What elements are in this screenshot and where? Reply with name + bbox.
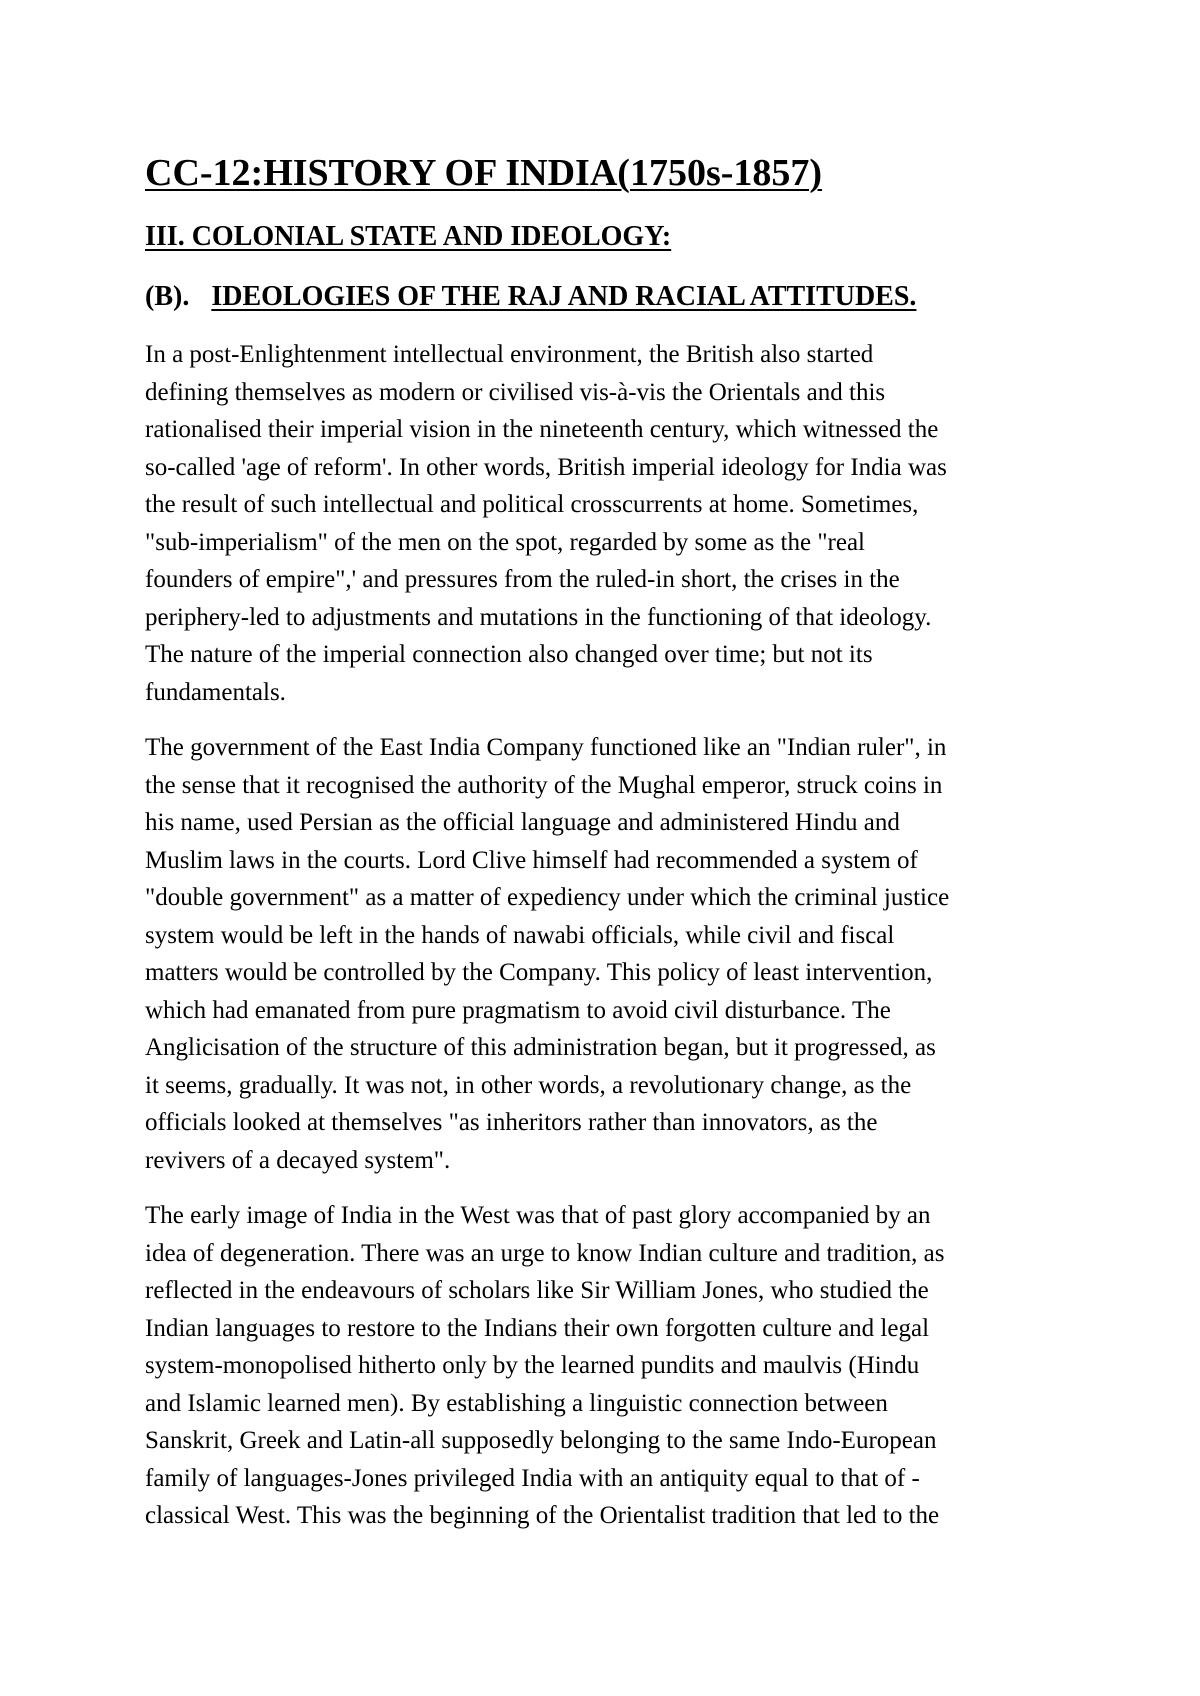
- text-line: idea of degeneration. There was an urge to know Indian culture and tradition, as: [145, 1239, 945, 1267]
- text-line: reflected in the endeavours of scholars like Sir William Jones, who studied the: [145, 1277, 929, 1304]
- section-heading-text: IDEOLOGIES OF THE RAJ AND RACIAL ATTITUDES.: [211, 281, 917, 312]
- text-line: his name, used Persian as the official language and administered Hindu and: [145, 809, 900, 836]
- text-line: founders of empire",' and pressures from the ruled-in short, the crises in the: [145, 566, 900, 593]
- text-line: Muslim laws in the courts. Lord Clive himself had recommended a system of: [145, 846, 918, 874]
- text-line: which had emanated from pure pragmatism to avoid civil disturbance. The: [145, 996, 891, 1024]
- text-line: "sub-imperialism" of the men on the spot, regarded by some as the "real: [145, 528, 866, 556]
- text-line: matters would be controlled by the Company. This policy of least intervention,: [145, 959, 933, 986]
- text-line: Anglicisation of the structure of this administration began, but it progressed, as: [145, 1034, 936, 1061]
- unit-heading: III. COLONIAL STATE AND IDEOLOGY:: [145, 221, 672, 252]
- paragraph-3: [145, 1197, 1065, 1535]
- text-line: officials looked at themselves "as inheritors rather than innovators, as the: [145, 1109, 878, 1136]
- text-line: In a post-Enlightenment intellectual environment, the British also started: [145, 341, 874, 368]
- text-line: rationalised their imperial vision in the nineteenth century, which witnessed the: [145, 416, 939, 443]
- text-line: and Islamic learned men). By establishing a linguistic connection between: [145, 1389, 888, 1417]
- text-line: classical West. This was the beginning of the Orientalist tradition that led to the: [145, 1502, 940, 1529]
- text-line: Indian languages to restore to the Indians their own forgotten culture and legal: [145, 1314, 930, 1342]
- text-line: the result of such intellectual and political crosscurrents at home. Sometimes,: [145, 491, 919, 518]
- text-line: revivers of a decayed system".: [145, 1146, 451, 1174]
- text-line: it seems, gradually. It was not, in other words, a revolutionary change, as the: [145, 1071, 912, 1099]
- text-line: The nature of the imperial connection also changed over time; but not its: [145, 641, 873, 668]
- text-line: The early image of India in the West was that of past glory accompanied by an: [145, 1202, 931, 1229]
- document-title: CC-12:HISTORY OF INDIA(1750s-1857): [145, 152, 823, 194]
- text-line: family of languages-Jones privileged India with an antiquity equal to that of -: [145, 1464, 920, 1492]
- text-line: Sanskrit, Greek and Latin-all supposedly belonging to the same Indo-European: [145, 1427, 937, 1454]
- text-line: defining themselves as modern or civilised vis-à-vis the Orientals and this: [145, 378, 886, 406]
- text-line: system-monopolised hitherto only by the learned pundits and maulvis (Hindu: [145, 1352, 920, 1379]
- text-line: The government of the East India Company functioned like an "Indian ruler", in: [145, 734, 947, 761]
- text-line: periphery-led to adjustments and mutations in the functioning of that ideology.: [145, 603, 932, 631]
- text-line: system would be left in the hands of nawabi officials, while civil and fiscal: [145, 921, 895, 949]
- text-line: so-called 'age of reform'. In other words, British imperial ideology for India was: [145, 453, 947, 481]
- text-line: "double government" as a matter of expediency under which the criminal justice: [145, 884, 950, 911]
- paragraph-2: [145, 729, 1065, 1179]
- section-heading: [145, 280, 1065, 314]
- text-line: fundamentals.: [145, 678, 286, 706]
- text-line: the sense that it recognised the authority of the Mughal emperor, struck coins in: [145, 771, 943, 799]
- document-content: [145, 150, 1065, 1553]
- paragraph-1: [145, 336, 1065, 711]
- section-label: (B).: [145, 281, 190, 312]
